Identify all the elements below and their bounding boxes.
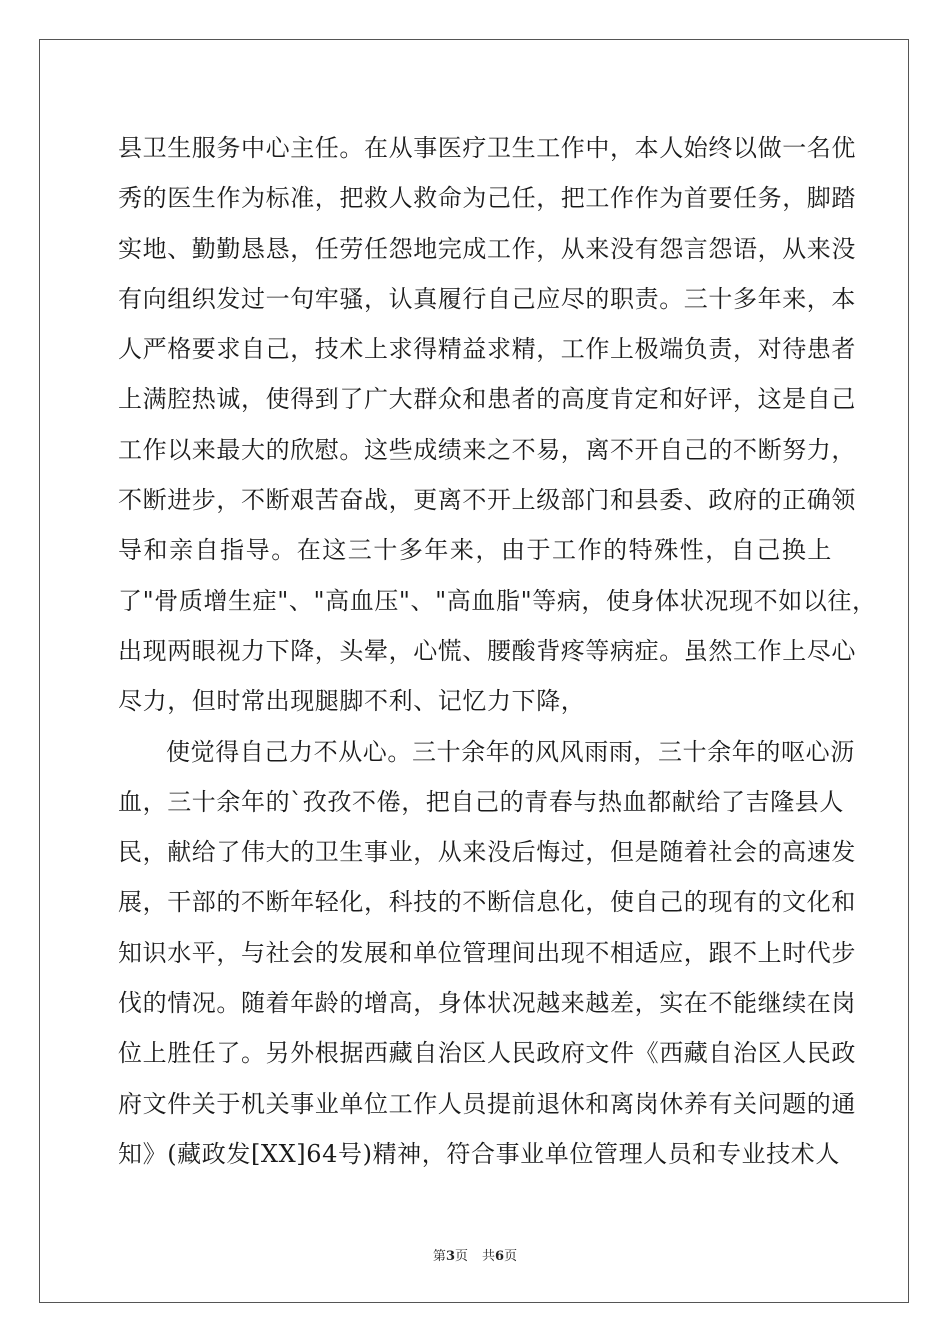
text-line: 知识水平，与社会的发展和单位管理间出现不相适应，跟不上时代步 bbox=[118, 938, 856, 967]
footer-total-prefix: 共 bbox=[482, 1249, 496, 1264]
paragraph bbox=[118, 727, 856, 1180]
text-line: 工作以来最大的欣慰。这些成绩来之不易，离不开自己的不断努力， bbox=[118, 435, 856, 464]
text-line: 知》(藏政发[XX]64号)精神，符合事业单位管理人员和专业技术人 bbox=[118, 1139, 840, 1168]
text-line: 上满腔热诚，使得到了广大群众和患者的高度肯定和好评，这是自己 bbox=[118, 385, 856, 414]
text-line: 民，献给了伟大的卫生事业，从来没后悔过，但是随着社会的高速发 bbox=[118, 838, 856, 867]
text-line: 展，干部的不断年轻化，科技的不断信息化，使自己的现有的文化和 bbox=[118, 888, 856, 917]
text-line: 血，三十余年的`孜孜不倦，把自己的青春与热血都献给了吉隆县人 bbox=[118, 787, 844, 816]
footer-page-total: 6 bbox=[495, 1249, 505, 1264]
text-line: 不断进步，不断艰苦奋战，更离不开上级部门和县委、政府的正确领 bbox=[118, 486, 856, 515]
text-line: 县卫生服务中心主任。在从事医疗卫生工作中，本人始终以做一名优 bbox=[118, 134, 856, 162]
text-line: 尽力，但时常出现腿脚不利、记忆力下降， bbox=[118, 687, 586, 716]
text-line: 实地、勤勤恳恳，任劳任怨地完成工作，从来没有怨言怨语，从来没 bbox=[118, 234, 856, 263]
text-line: 了"骨质增生症"、"高血压"、"高血脂"等病，使身体状况现不如以往， bbox=[118, 586, 877, 615]
text-line: 府文件关于机关事业单位工作人员提前退休和离岗休养有关问题的通 bbox=[118, 1089, 856, 1118]
text-line: 使觉得自己力不从心。三十余年的风风雨雨，三十余年的呕心沥 bbox=[166, 737, 855, 766]
paragraph bbox=[118, 123, 877, 727]
document-body bbox=[118, 123, 877, 1179]
footer-page-current: 3 bbox=[445, 1249, 455, 1264]
text-line: 出现两眼视力下降，头晕，心慌、腰酸背疼等病症。虽然工作上尽心 bbox=[118, 636, 856, 665]
text-line: 导和亲自指导。在这三十多年来，由于工作的特殊性，自己换上 bbox=[118, 536, 832, 565]
text-line: 位上胜任了。另外根据西藏自治区人民政府文件《西藏自治区人民政 bbox=[118, 1039, 856, 1068]
footer-total-suffix: 页 bbox=[504, 1249, 518, 1264]
footer-page-suffix: 页 bbox=[454, 1249, 468, 1264]
text-line: 有向组织发过一句牢骚，认真履行自己应尽的职责。三十多年来，本 bbox=[118, 284, 856, 313]
text-line: 人严格要求自己，技术上求得精益求精，工作上极端负责，对待患者 bbox=[118, 335, 856, 364]
page-footer bbox=[0, 1245, 950, 1264]
footer-page-prefix: 第 bbox=[432, 1249, 446, 1264]
text-line: 秀的医生作为标准，把救人救命为己任，把工作作为首要任务，脚踏 bbox=[118, 184, 856, 213]
text-line: 伐的情况。随着年龄的增高，身体状况越来越差，实在不能继续在岗 bbox=[118, 989, 856, 1018]
